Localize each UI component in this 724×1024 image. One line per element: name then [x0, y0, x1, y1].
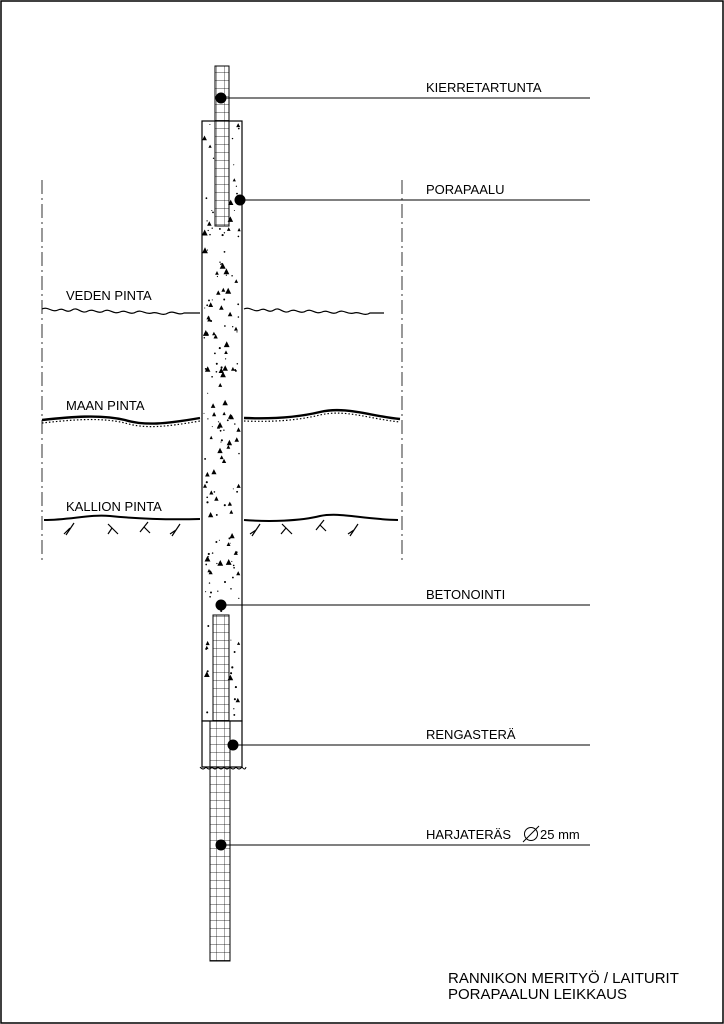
concrete-speck [213, 158, 214, 159]
concrete-speck [217, 591, 218, 592]
concrete-speck [207, 625, 209, 627]
leader-dot-harjateras [216, 840, 227, 851]
concrete-speck [206, 481, 208, 483]
concrete-speck [236, 186, 237, 187]
concrete-speck [238, 128, 240, 130]
concrete-speck [234, 210, 235, 211]
concrete-speck [207, 250, 208, 251]
label-betonointi: BETONOINTI [426, 587, 506, 602]
concrete-speck [230, 672, 232, 674]
leader-dot-porapaalu [235, 195, 246, 206]
concrete-speck [220, 263, 221, 264]
concrete-speck [227, 419, 229, 421]
concrete-speck [214, 352, 216, 354]
leader-lines [221, 98, 590, 845]
label-water-level: VEDEN PINTA [66, 288, 152, 303]
concrete-speck [206, 501, 208, 503]
label-harjateras: HARJATERÄS [426, 827, 511, 842]
concrete-speck [209, 124, 210, 125]
concrete-speck [230, 543, 231, 544]
label-bedrock-level: KALLION PINTA [66, 499, 162, 514]
concrete-speck [220, 442, 221, 443]
concrete-speck [216, 514, 218, 516]
concrete-speck [220, 385, 221, 386]
concrete-speck [218, 421, 219, 422]
label-rengastera: RENGASTERÄ [426, 727, 516, 742]
concrete-speck [208, 230, 209, 231]
label-harjateras-size: 25 mm [540, 827, 580, 842]
concrete-speck [210, 320, 212, 322]
concrete-speck [226, 275, 227, 276]
concrete-speck [204, 458, 206, 460]
title-line-2: PORAPAALUN LEIKKAUS [448, 986, 627, 1003]
leader-dot-kierretartunta [216, 93, 227, 104]
concrete-speck [214, 491, 216, 493]
concrete-speck [230, 640, 231, 641]
label-ground-level: MAAN PINTA [66, 398, 145, 413]
concrete-speck [222, 234, 224, 236]
concrete-speck [234, 651, 236, 653]
concrete-speck [216, 371, 218, 373]
concrete-speck [233, 708, 234, 709]
concrete-speck [224, 581, 226, 583]
concrete-speck [233, 565, 235, 567]
label-kierretartunta: KIERRETARTUNTA [426, 80, 542, 95]
concrete-speck [205, 591, 206, 592]
concrete-speck [233, 488, 234, 489]
concrete-speck [217, 276, 218, 277]
concrete-speck [224, 325, 226, 327]
concrete-speck [234, 698, 236, 700]
concrete-speck [219, 347, 221, 349]
concrete-speck [236, 331, 237, 332]
concrete-speck [209, 234, 211, 236]
concrete-speck [220, 430, 222, 432]
concrete-speck [233, 714, 235, 716]
concrete-speck [236, 551, 238, 553]
concrete-speck [209, 596, 211, 598]
concrete-speck [225, 358, 226, 359]
concrete-speck [216, 363, 218, 365]
concrete-speck [206, 197, 208, 199]
concrete-speck [235, 686, 237, 688]
concrete-speck [233, 567, 235, 569]
concrete-speck [230, 588, 232, 590]
concrete-speck [204, 413, 205, 414]
rebar-inner-lower [213, 615, 229, 721]
concrete-speck [219, 228, 221, 230]
concrete-speck [219, 262, 220, 263]
concrete-speck [234, 423, 236, 425]
concrete-speck [234, 369, 236, 371]
concrete-speck [238, 236, 240, 238]
concrete-speck [231, 666, 233, 668]
threaded-bar-inner-top [215, 121, 229, 226]
concrete-speck [206, 496, 208, 498]
concrete-speck [238, 453, 239, 454]
concrete-speck [205, 564, 207, 566]
concrete-speck [223, 299, 225, 301]
concrete-speck [229, 415, 231, 417]
concrete-speck [219, 540, 220, 541]
concrete-speck [212, 299, 213, 300]
diameter-symbol-icon [523, 826, 539, 842]
concrete-speck [209, 582, 210, 583]
concrete-speck [204, 307, 205, 308]
concrete-speck [206, 304, 208, 306]
concrete-speck [208, 299, 210, 301]
concrete-speck [212, 212, 214, 214]
concrete-speck [215, 541, 217, 543]
concrete-speck [224, 504, 226, 506]
concrete-speck [208, 316, 210, 318]
concrete-speck [207, 670, 209, 672]
concrete-speck [221, 366, 223, 368]
concrete-speck [212, 552, 213, 553]
concrete-speck [224, 232, 225, 233]
concrete-speck [237, 303, 239, 305]
label-porapaalu: PORAPAALU [426, 182, 505, 197]
concrete-speck [237, 363, 239, 365]
concrete-speck [221, 439, 223, 441]
concrete-speck [210, 591, 212, 593]
concrete-speck [212, 228, 213, 229]
concrete-speck [231, 561, 232, 562]
concrete-speck [208, 556, 209, 557]
concrete-speck [206, 220, 207, 221]
concrete-speck [206, 711, 208, 713]
concrete-speck [211, 210, 212, 211]
concrete-speck [204, 337, 206, 339]
concrete-speck [223, 429, 224, 430]
concrete-speck [236, 491, 238, 493]
concrete-speck [232, 138, 233, 139]
concrete-speck [216, 563, 217, 564]
concrete-speck [212, 426, 213, 427]
title-line-1: RANNIKON MERITYÖ / LAITURIT [448, 970, 679, 987]
concrete-speck [231, 275, 233, 277]
concrete-speck [238, 316, 240, 318]
concrete-speck [207, 418, 208, 419]
concrete-speck [211, 376, 213, 378]
concrete-speck [238, 598, 239, 599]
concrete-speck [205, 648, 207, 650]
concrete-speck [236, 193, 238, 195]
concrete-speck [233, 164, 234, 165]
leader-dot-betonointi [216, 600, 227, 611]
concrete-speck [208, 553, 210, 555]
concrete-speck [232, 577, 234, 579]
concrete-speck [232, 326, 233, 327]
concrete-speck [224, 251, 226, 253]
leader-dot-rengastera [228, 740, 239, 751]
concrete-speck [207, 393, 208, 394]
